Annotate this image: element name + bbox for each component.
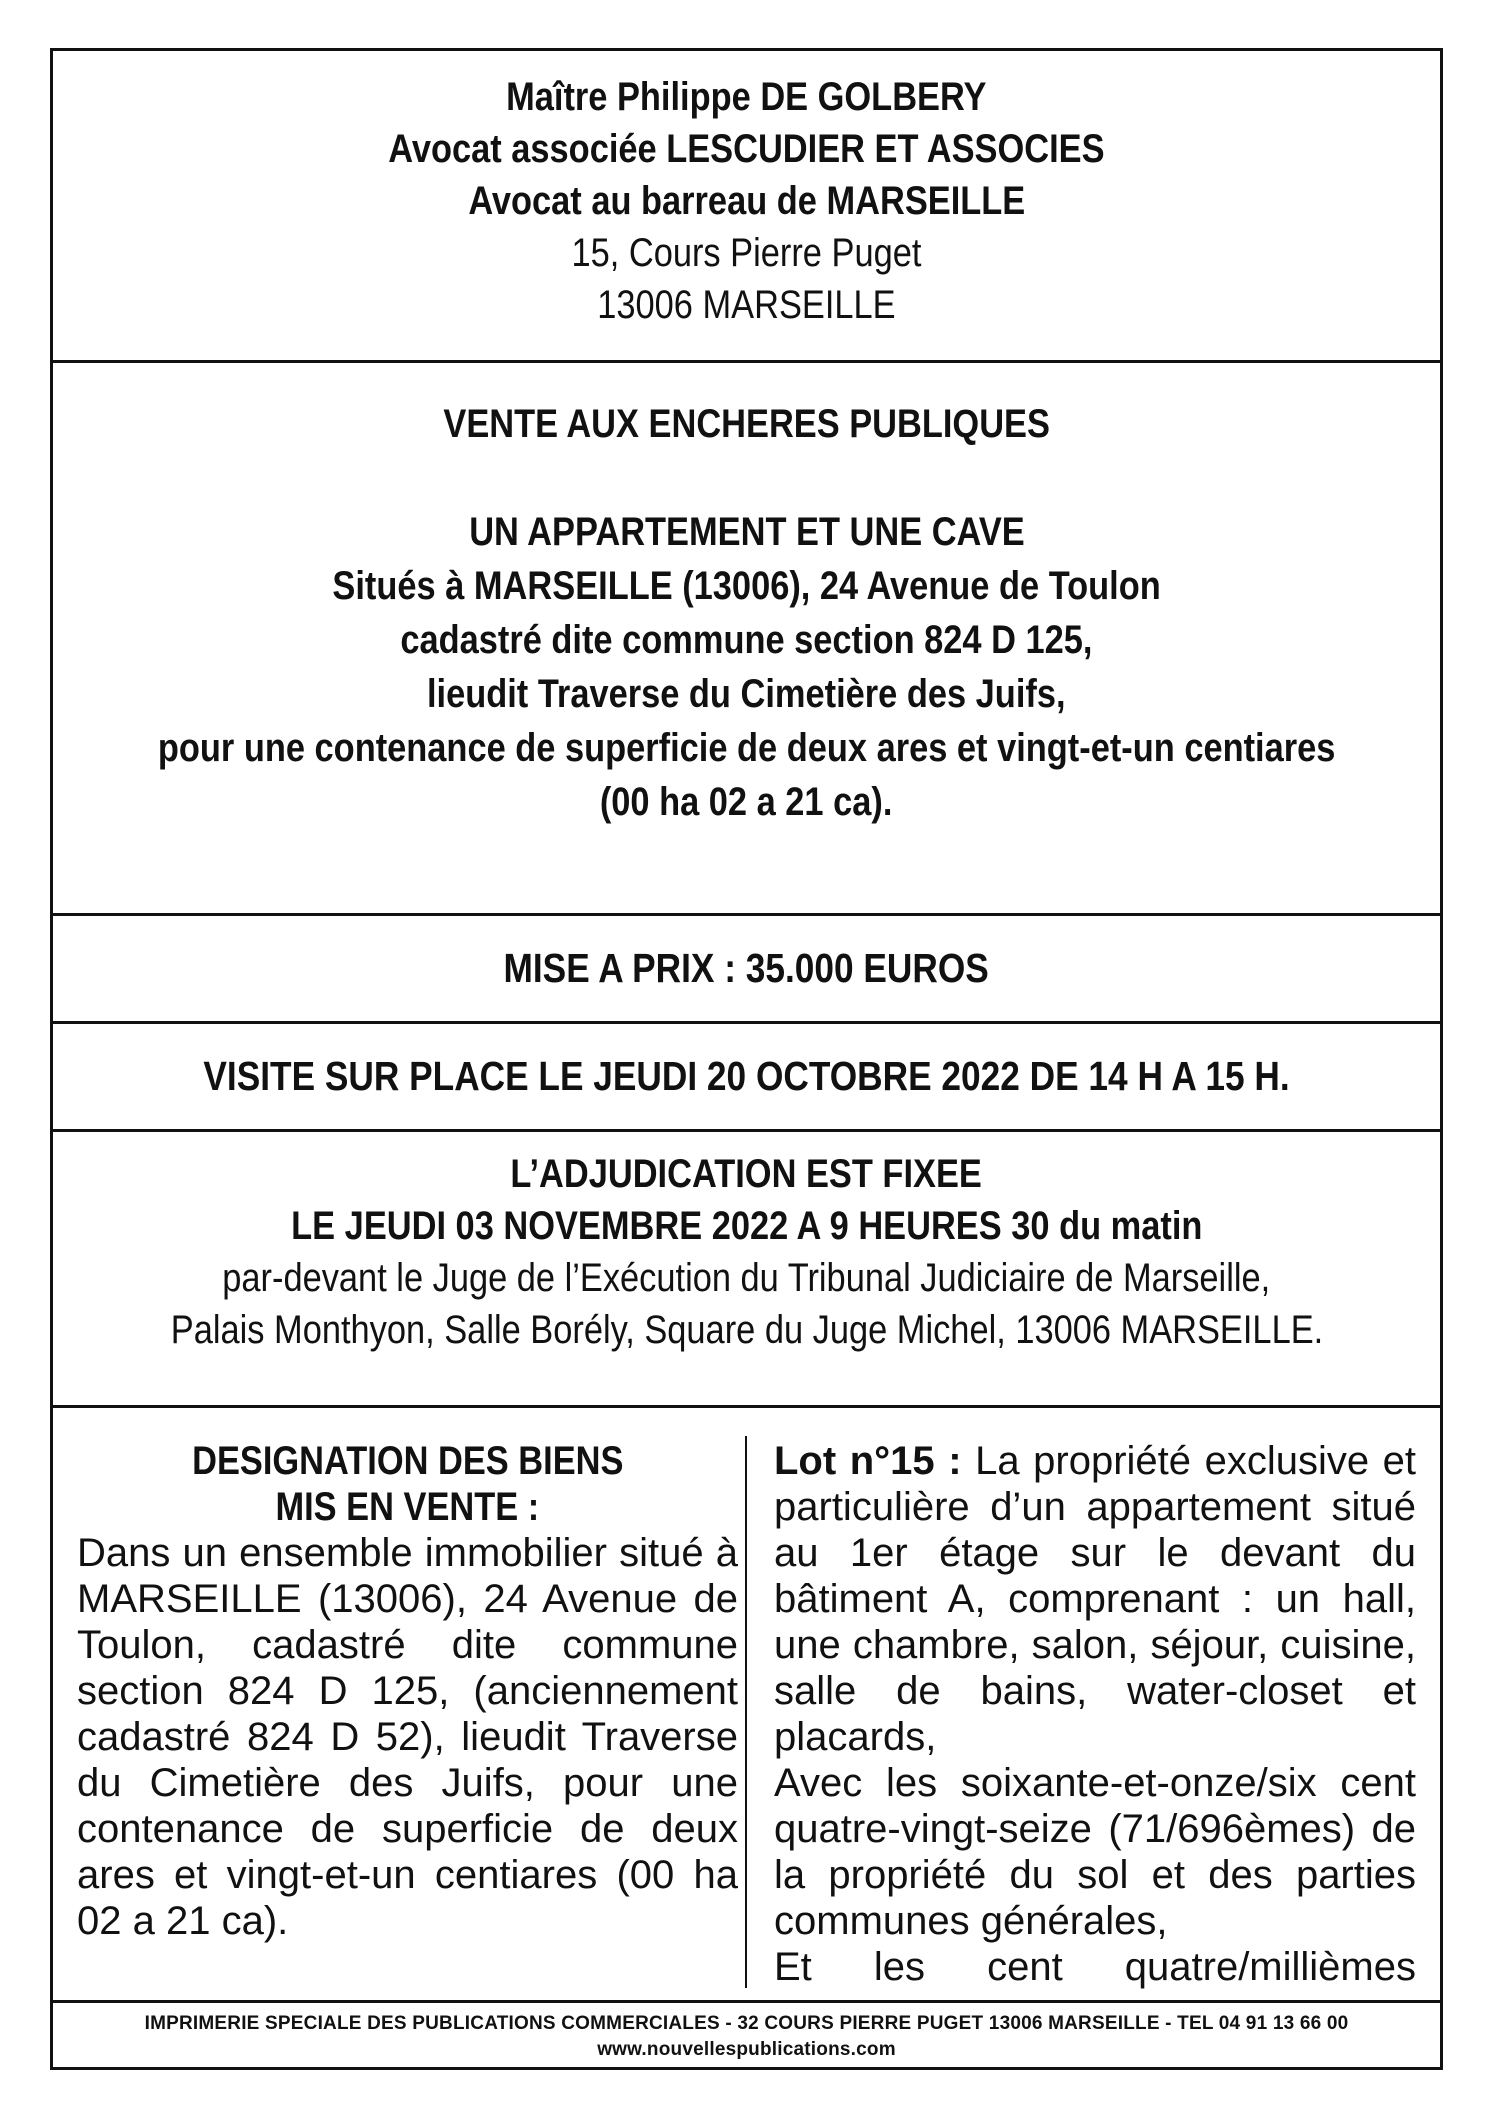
property-surface-short: (00 ha 02 a 21 ca). [600, 780, 893, 824]
printer-website: www.nouvellespublications.com [597, 2039, 896, 2060]
lot-label: Lot n°15 : [774, 1439, 962, 1483]
lot-column [746, 1408, 1440, 2000]
property-lieudit: lieudit Traverse du Cimetière des Juifs, [427, 672, 1066, 716]
starting-price: MISE A PRIX : 35.000 EUROS [503, 945, 990, 991]
sale-section [53, 363, 1440, 916]
footer [53, 2003, 1440, 2070]
adjudication-court: par-devant le Juge de l’Exécution du Tribunal Judiciaire de Marseille, [222, 1256, 1271, 1300]
designation-column [53, 1408, 746, 2000]
lot-description: La propriété exclusive et particulière d’un appartement situé au 1er étage sur le devant du bâtiment A, comprenant : un hall, une chambre, salon, séjour, cuisine, salle de bains, water-closet et placards, [774, 1439, 1417, 1759]
designation-body: Dans un ensemble immobilier situé à MARSEILLE (13006), 24 Avenue de Toulon, cadastré dite commune section 824 D 125, (anciennement cadastré 824 D 52), lieudit Traverse du Cimetière des Juifs, pour une contenance de superficie de deux ares et vingt-et-un centiares (00 ha 02 a 21 ca). [77, 1531, 738, 1943]
printer-info: IMPRIMERIE SPECIALE DES PUBLICATIONS COMMERCIALES - 32 COURS PIERRE PUGET 13006 MARSEILLE - TEL 04 91 13 66 00 [144, 2013, 1349, 2034]
property-cadastre: cadastré dite commune section 824 D 125, [400, 618, 1093, 662]
lot-continued: Et les cent quatre/millièmes [774, 1945, 1416, 1989]
lawyer-name: Maître Philippe DE GOLBERY [506, 75, 987, 119]
visit-info: VISITE SUR PLACE LE JEUDI 20 OCTOBRE 2022 DE 14 H A 15 H. [203, 1053, 1290, 1099]
bar-association: Avocat au barreau de MARSEILLE [468, 179, 1025, 223]
property-location: Situés à MARSEILLE (13006), 24 Avenue de Toulon [332, 564, 1161, 608]
visit-section [53, 1024, 1440, 1132]
designation-section [53, 1408, 1440, 2003]
sale-title: VENTE AUX ENCHERES PUBLIQUES [443, 402, 1050, 446]
starting-price-section [53, 916, 1440, 1024]
property-type: UN APPARTEMENT ET UNE CAVE [468, 510, 1025, 554]
adjudication-venue: Palais Monthyon, Salle Borély, Square du Juge Michel, 13006 MARSEILLE. [170, 1308, 1323, 1352]
address-street: 15, Cours Pierre Puget [571, 231, 922, 275]
adjudication-date: LE JEUDI 03 NOVEMBRE 2022 A 9 HEURES 30 du matin [290, 1204, 1203, 1248]
lawyer-header [53, 51, 1440, 363]
lot-shares: Avec les soixante-et-onze/six cent quatre-vingt-seize (71/696èmes) de la propriété du sol et des parties communes générales, [774, 1761, 1416, 1943]
notice-frame [50, 48, 1443, 2070]
adjudication-title: L’ADJUDICATION EST FIXEE [510, 1152, 983, 1196]
address-city: 13006 MARSEILLE [597, 283, 896, 327]
property-surface: pour une contenance de superficie de deux ares et vingt-et-un centiares [157, 726, 1336, 770]
adjudication-section [53, 1132, 1440, 1408]
designation-title-1: DESIGNATION DES BIENS [191, 1439, 624, 1483]
law-firm: Avocat associée LESCUDIER ET ASSOCIES [388, 127, 1105, 171]
designation-title-2: MIS EN VENTE : [275, 1485, 540, 1529]
